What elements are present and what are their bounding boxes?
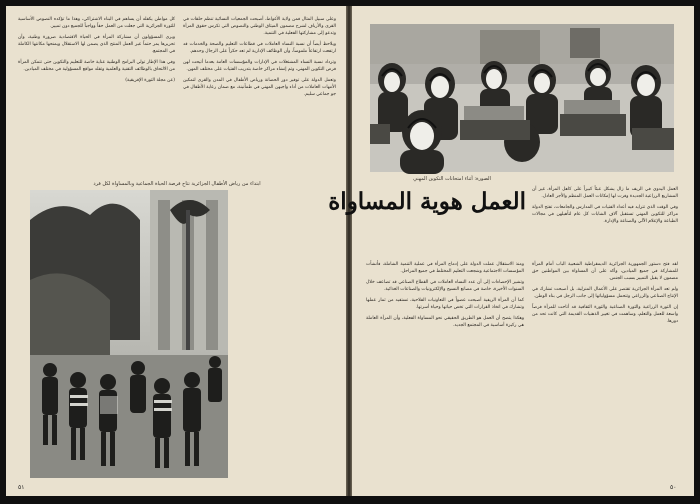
paragraph: وعلى سبيل المثال فمن ولاية الأغواط، أصبحت الجمعيات النسائية تنظم حلقات في القرى والأرياف لشرح مضمون الميثاق الوطني والنصوص التي تكرس حقوق المرأة وتدعو إلى مشاركتها الفعلية في التنمية. (183, 17, 336, 36)
left-page (6, 6, 346, 496)
paragraph: كما أن المرأة الريفية أصبحت عضواً في التعاونيات الفلاحية، تستفيد من ثمار عملها وتشارك في اتخاذ القرارات التي تخص حياتها وحياة أسرتها. (366, 298, 524, 310)
paragraph: وتشير الإحصاءات إلى أن عدد النساء العاملات في القطاع الصناعي قد تضاعف خلال السنوات الأخيرة، خاصة في مصانع النسيج والإلكترونيات والصناعات الغذائية. (366, 280, 524, 292)
paragraph: (عن مجلة الثورة الإفريقية) (125, 78, 175, 83)
paragraph: ويرى المسؤولون أن مشاركة المرأة في الحياة الاقتصادية ضرورة وطنية، وأن تحريرها يمر حتماً عبر العمل المنتج الذي يضمن لها الاستقلال ويمنحها مكانتها الكاملة في المجتمع. (18, 35, 175, 54)
paragraph: وتزداد نسبة النساء المشتغلات في الإدارات والمؤسسات العامة بعدما أتيحت لهن فرص التكوين المهني، وتم إنشاء مراكز خاصة بتدريب الفتيات على مختلف المهن. (183, 60, 336, 72)
left-page-column-right (183, 16, 336, 174)
left-page-column-left (18, 16, 175, 174)
right-photo-caption: الصورة: أثناء امتحانات التكوين المهني (413, 176, 491, 182)
paragraph: وهكذا يتضح أن العمل هو الطريق الحقيقي نحو المساواة الفعلية، وأن المرأة العاملة هي ركيزة أساسية في المجتمع الجديد. (366, 316, 524, 328)
right-page-column-right (532, 261, 678, 479)
right-page-column-left (366, 261, 524, 479)
left-photo-caption: ابتداء من رياض الأطفال الجزائرية تتاح فرصة الحياة الجماعية وبالمساواة لكل فرد (93, 181, 261, 187)
paragraph: وتعمل الدولة على توفير دور الحضانة ورياض الأطفال في المدن والقرى لتمكين الأمهات العاملات من أداء واجبهن المهني في طمأنينة، مع ضمان رعاية الأطفال في جو جماعي سليم. (183, 78, 336, 97)
article-headline: العمل هوية المساواة (328, 188, 526, 215)
paragraph: وفي الوقت الذي تتزايد فيه أعداد الفتيات في المدارس والجامعات، تفتح الدولة مراكز للتكوين المهني تستقبل آلاف الشابات كل عام لتأهيلهن في مجالات الطباعة والإعلام الآلي والصناعة والإدارة. (532, 205, 678, 224)
right-page-intro-column (532, 186, 678, 256)
left-page-number: ٥١ (18, 484, 25, 491)
paragraph: ولم تعد المرأة الجزائرية تقتصر على الأعمال المنزلية، بل أصبحت تشارك في الإنتاج الصناعي والزراعي وتتحمل مسؤولياتها إلى جانب الرجل في بناء الوطن. (532, 287, 678, 299)
children-outdoor-photo (30, 190, 228, 478)
paragraph: لقد فتح دستور الجمهورية الجزائرية الديمقراطية الشعبية الباب أمام المرأة للمشاركة في جميع الميادين، وأكد على أن المساواة بين المواطنين حق مضمون لا يقبل التمييز بسبب الجنس. (532, 262, 678, 281)
paragraph: إن الثورة الزراعية والثورة الصناعية والثورة الثقافية قد أتاحت للمرأة فرصاً واسعة للعمل والتعلم، وساهمت في تغيير الذهنيات القديمة التي كانت تحد من دورها. (532, 305, 678, 324)
typing-class-photo (370, 24, 674, 172)
paragraph: العمل اليدوي في الريف ما زال يشكل عبئاً كبيراً على كاهل المرأة، غير أن المشاريع الزراعية الجديدة وفرت لها إمكانات العمل المنظم والأجر العادل. (532, 187, 678, 199)
right-page-number: ٥٠ (670, 484, 677, 491)
paragraph: ويلاحظ أيضاً أن نسبة النساء العاملات في قطاعات التعليم والصحة والخدمات قد ارتفعت ارتفاعاً ملموساً، وأن الوظائف الإدارية لم تعد حكراً على الرجال وحدهم. (183, 42, 336, 54)
paragraph: ومنذ الاستقلال عملت الدولة على إدماج المرأة في عملية التنمية الشاملة، فأنشأت المؤسسات الاجتماعية وشجعت التعليم المختلط في جميع المراحل. (366, 262, 524, 274)
paragraph: كل مواطن يكفله أن يساهم في البناء الاشتراكي، وهذا ما تؤكده النصوص الأساسية للثورة الجزائرية التي جعلت من العمل حقاً وواجباً للجميع دون تمييز. (18, 17, 175, 29)
right-page (328, 6, 694, 496)
paragraph: وفي هذا الإطار تولي البرامج الوطنية عناية خاصة للتعليم والتكوين حتى تتمكن المرأة من الالتحاق بالوظائف التقنية والعلمية وتقلد مواقع المسؤولية في مختلف الميادين. (18, 60, 175, 72)
